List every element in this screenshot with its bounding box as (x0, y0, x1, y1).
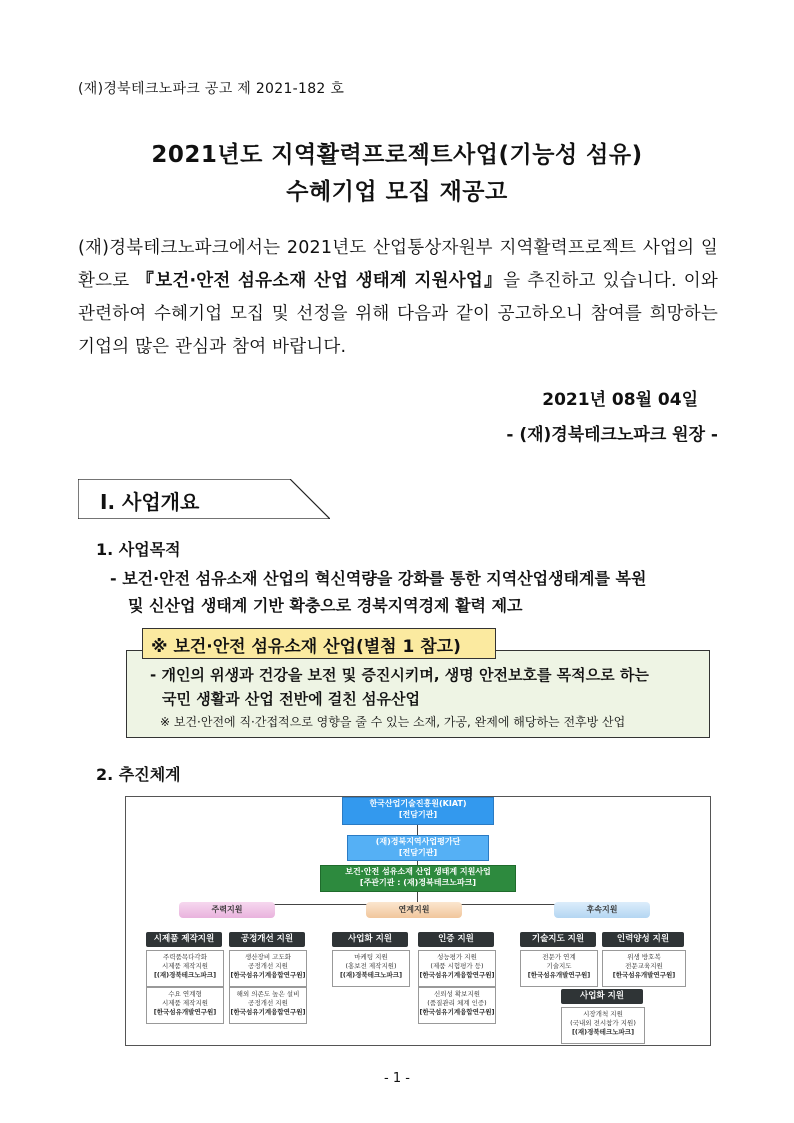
item-org: [(재)경북테크노파크] (571, 1028, 635, 1036)
item-body-demand-prototype (146, 987, 224, 1024)
item-body-market (561, 1007, 645, 1044)
item-text: 기술지도 (546, 962, 572, 970)
signer: - (재)경북테크노파크 원장 - (506, 425, 718, 445)
item-head-market: 사업화 지원 (561, 989, 643, 1004)
eval-role: [전담기관] (398, 848, 438, 857)
section-title: Ⅰ. 사업개요 (100, 490, 200, 514)
item-org: [(재)경북테크노파크] (339, 971, 403, 979)
item-text: 생산장비 고도화 (244, 953, 292, 961)
item-text: 주력품목다각화 (163, 953, 207, 961)
intro-text-2: 을 추진하고 있습니다. 이와 관련하여 수혜기업 모집 및 선정을 위해 다음과 같이 공고하오니 참여를 희망하는 기업의 많은 관심과 참여 바랍니다. (78, 271, 718, 357)
item-text: 신뢰성 확보지원 (433, 990, 481, 998)
item-text: (품질관리 체계 인증) (427, 999, 487, 1007)
item-text: 공정개선 지원 (248, 962, 288, 970)
category-linked-support: 연계지원 (366, 902, 462, 918)
eval-name: (재)경북지역사업평가단 (375, 837, 461, 846)
kiat-box (342, 797, 494, 825)
item-org: [(재)경북테크노파크] (153, 971, 217, 979)
item-head-prototype: 시제품 제작지원 (146, 932, 222, 947)
org-chart (125, 796, 711, 1046)
definition-tag-label: ※ 보건·안전 섬유소재 산업(별첨 1 참고) (151, 637, 461, 657)
item-text: 전문교육지원 (625, 962, 663, 970)
item-org: [한국섬유기계융합연구원] (419, 971, 495, 979)
item-body-prototype (146, 950, 224, 987)
definition-line-1: - 개인의 위생과 건강을 보전 및 증진시키며, 생명 안전보호를 목적으로 하는 (150, 666, 649, 684)
intro-paragraph (78, 232, 718, 364)
item-org: [한국섬유개발연구원] (153, 1008, 217, 1016)
page-subtitle: 수혜기업 모집 재공고 (286, 179, 508, 205)
item-body-commercial (332, 950, 410, 987)
item-head-training: 인력양성 지원 (602, 932, 684, 947)
item-body-process (229, 950, 307, 987)
eval-box (347, 835, 489, 861)
item-body-training (602, 950, 686, 987)
definition-tag (142, 628, 496, 659)
item-body-reliability (418, 987, 496, 1024)
page-title: 2021년도 지역활력프로젝트사업(기능성 섬유) (151, 142, 643, 168)
item-org: [한국섬유기계융합연구원] (230, 971, 306, 979)
category-main-support: 주력지원 (179, 902, 275, 918)
item-text: (홍보전 제작지원) (345, 962, 397, 970)
purpose-line-2: 및 신산업 생태계 기반 확충으로 경북지역경제 활력 제고 (128, 596, 523, 615)
item-text: 수요 연계형 (168, 990, 202, 998)
kiat-name: 한국산업기술진흥원(KIAT) (369, 799, 467, 808)
item-text: (제품 시험평가 등) (430, 962, 484, 970)
main-program-role: [주관기관 : (재)경북테크노파크] (359, 878, 477, 887)
purpose-line-1: - 보건·안전 섬유소재 산업의 혁신역량을 강화를 통한 지역산업생태계를 복원 (110, 569, 647, 588)
item-text: (국내외 전시참가 지원) (570, 1019, 636, 1027)
item-text: 해외 의존도 높은 설비 (236, 990, 300, 998)
category-follow-up-support: 후속지원 (554, 902, 650, 918)
main-program-name: 보건·안전 섬유소재 산업 생태계 지원사업 (345, 867, 491, 876)
item-org: [한국섬유기계융합연구원] (230, 1008, 306, 1016)
item-text: 성능평가 지원 (437, 953, 477, 961)
section-heading (78, 479, 330, 519)
intro-text-1: (재)경북테크노파크에서는 2021년도 산업통상자원부 지역활력프로젝트 사업의 일환으로 (78, 238, 718, 291)
item-body-tech (520, 950, 598, 987)
intro-program-name: 『보건·안전 섬유소재 산업 생태계 지원사업』 (136, 271, 504, 291)
page-number: - 1 - (384, 1071, 410, 1086)
item-head-tech: 기술지도 지원 (520, 932, 596, 947)
item-org: [한국섬유기계융합연구원] (419, 1008, 495, 1016)
purpose-heading: 1. 사업목적 (96, 540, 181, 559)
item-text: 위생 방호복 (627, 953, 661, 961)
announcement-date: 2021년 08월 04일 (542, 390, 698, 410)
item-text: 공정개선 지원 (248, 999, 288, 1007)
system-heading: 2. 추진체계 (96, 765, 181, 784)
item-body-certification (418, 950, 496, 987)
item-text: 시제품 제작지원 (161, 999, 209, 1007)
item-org: [한국섬유개발연구원] (527, 971, 591, 979)
main-program-box (320, 865, 516, 892)
item-body-equipment (229, 987, 307, 1024)
item-head-commercial: 사업화 지원 (332, 932, 408, 947)
item-head-certification: 인증 지원 (418, 932, 494, 947)
definition-text (150, 663, 649, 711)
item-head-process: 공정개선 지원 (229, 932, 305, 947)
item-org: [한국섬유개발연구원] (612, 971, 676, 979)
item-text: 전문가 연계 (542, 953, 576, 961)
item-text: 시장개척 지원 (583, 1010, 623, 1018)
notice-number: (재)경북테크노파크 공고 제 2021-182 호 (78, 81, 345, 97)
kiat-role: [전담기관] (398, 810, 438, 819)
item-text: 시제품 제작지원 (161, 962, 209, 970)
definition-line-2: 국민 생활과 산업 전반에 걸친 섬유산업 (162, 690, 420, 708)
definition-note: ※ 보건·안전에 직·간접적으로 영향을 줄 수 있는 소재, 가공, 완제에 해당하는 전후방 산업 (160, 715, 626, 729)
item-text: 마케팅 지원 (354, 953, 388, 961)
